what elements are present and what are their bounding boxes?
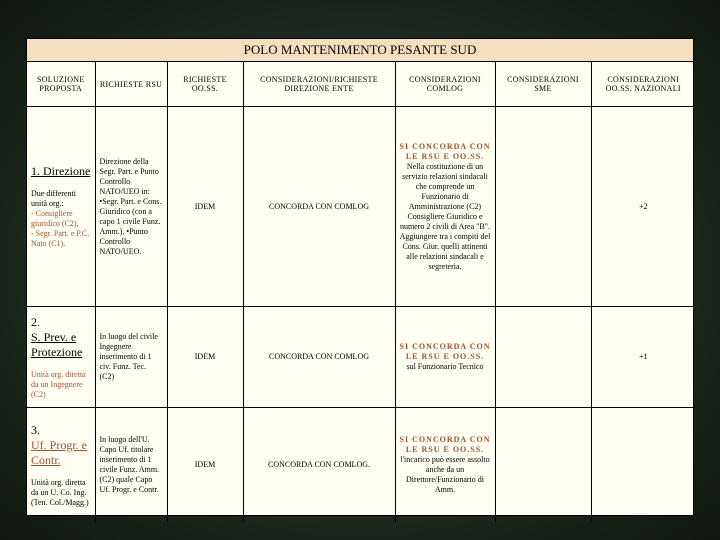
header-rsu: RICHIESTE RSU (95, 62, 167, 107)
sme-cell (495, 408, 591, 523)
table-row (27, 307, 695, 408)
document-sheet (26, 38, 694, 516)
soluzione-cell (27, 307, 95, 408)
table-row (27, 107, 695, 307)
soluzione-desc: Due differenti unità org.: (31, 189, 76, 208)
nazionali-cell: +1 (591, 307, 695, 408)
comlog-text: Nella costituzione di un servizio relazioni sindacali che comprende un Funzionario di Amministrazione (C2) Consigliere Giuridico e numero 2 civili di Area "B". Aggiungere tra i compiti del Cons. Giur. quelli attinenti alle relazioni sindacali e segreteria. (399, 161, 491, 271)
comlog-text: sul Funzionario Tecnico (406, 362, 484, 371)
ooss-cell: IDEM (167, 408, 243, 523)
soluzione-name: Uf. Progr. e Contr. (31, 437, 87, 467)
header-ooss: RICHIESTE OO.SS. (167, 62, 243, 107)
ooss-cell: IDEM (167, 307, 243, 408)
header-soluzione: SOLUZIONE PROPOSTA (27, 62, 95, 107)
comlog-text: l'incarico può essere assolto anche da un Direttore/Funzionario di Amm. (400, 455, 490, 494)
rsu-cell: In luogo dell'U. Capo Uf. titolare inserimento di 1 civile Funz. Amm. (C2) quale Capo Uf. Progr. e Contr. (95, 408, 167, 523)
header-comlog: CONSIDERAZIONI COMLOG (395, 62, 495, 107)
soluzione-desc: Unità org. diretta da un U. Co. Ing. (Ten. Col./Magg.) (31, 477, 89, 507)
comparison-table (27, 62, 695, 522)
direzione-cell: CONCORDA CON COMLOG (243, 307, 395, 408)
comlog-heading: SI CONCORDA CON LE RSU E OO.SS. (399, 141, 491, 161)
header-nazionali: CONSIDERAZIONI OO.SS. NAZIONALI (591, 62, 695, 107)
direzione-cell: CONCORDA CON COMLOG. (243, 408, 395, 523)
soluzione-cell (27, 107, 95, 307)
sme-cell (495, 307, 591, 408)
nazionali-cell (591, 408, 695, 523)
soluzione-desc: Unità org. diretta da un Ingegnere (C2) (31, 369, 86, 399)
soluzione-number: 2. (31, 314, 40, 329)
soluzione-title: 1. Direzione (31, 164, 91, 178)
soluzione-title (31, 423, 91, 468)
ooss-cell: IDEM (167, 107, 243, 307)
comlog-heading: SI CONCORDA CON LE RSU E OO.SS. (399, 435, 491, 454)
soluzione-desc: - Consigliere giuridico (C2), (31, 209, 79, 228)
rsu-cell: In luogo del civile Ingegnere inserimento di 1 civ. Funz. Tec. (C2) (95, 307, 167, 408)
comlog-heading: SI CONCORDA CON LE RSU E OO.SS. (399, 342, 491, 361)
soluzione-cell (27, 408, 95, 523)
soluzione-desc: - Segr. Part. e P.C. Nato (C1). (31, 229, 90, 248)
soluzione-number: 3. (31, 422, 40, 437)
header-row (27, 62, 695, 107)
sme-cell (495, 107, 591, 307)
comlog-cell (395, 307, 495, 408)
direzione-cell: CONCORDA CON COMLOG (243, 107, 395, 307)
nazionali-cell: +2 (591, 107, 695, 307)
page-title: POLO MANTENIMENTO PESANTE SUD (27, 39, 693, 62)
soluzione-name: S. Prev. e Protezione (31, 329, 83, 359)
header-direzione: CONSIDERAZIONI/RICHIESTE DIREZIONE ENTE (243, 62, 395, 107)
rsu-cell: Direzione della Segr. Part. e Punto Controllo NATO/UEO in: •Segr. Part. e Cons. Giuridico (con a capo 1 civile Funz. Amm.), •Punto Controllo NATO/UEO. (95, 107, 167, 307)
header-sme: CONSIDERAZIONI SME (495, 62, 591, 107)
table-row (27, 408, 695, 523)
soluzione-title (31, 315, 91, 360)
comlog-cell (395, 408, 495, 523)
comlog-cell (395, 107, 495, 307)
